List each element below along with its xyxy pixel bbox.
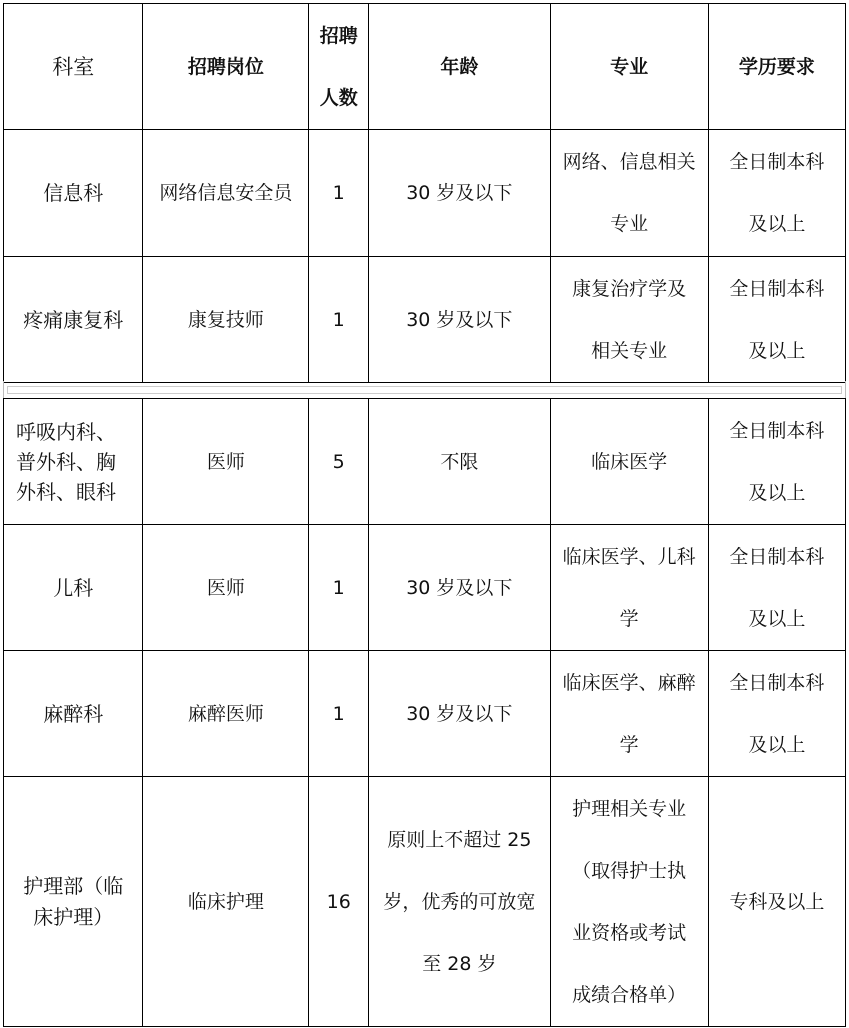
dept-cell: 信息科 (4, 130, 143, 257)
position-cell: 网络信息安全员 (143, 130, 309, 257)
header-education: 学历要求 (708, 4, 845, 130)
major-line: 专业 (610, 213, 649, 235)
header-count-line2: 人数 (319, 86, 358, 109)
table-row (4, 525, 846, 651)
major-line: 学 (619, 733, 639, 756)
major-line: 相关专业 (591, 339, 668, 362)
table-row (4, 257, 846, 383)
major-line: 网络、信息相关 (562, 151, 696, 173)
position-cell: 康复技师 (143, 257, 309, 383)
major-cell (550, 777, 708, 1027)
dept-cell: 儿科 (4, 525, 143, 651)
position-cell: 临床护理 (143, 777, 309, 1027)
education-cell (708, 525, 845, 651)
page-break-divider (7, 386, 842, 394)
age-cell: 30 岁及以下 (369, 525, 550, 651)
major-line: 康复治疗学及 (572, 277, 687, 300)
age-line: 岁，优秀的可放宽 (383, 890, 536, 913)
count-cell: 1 (309, 525, 369, 651)
count-cell: 1 (309, 651, 369, 777)
dept-line: 呼吸内科、 (16, 419, 116, 444)
major-cell (550, 257, 708, 383)
major-cell (550, 525, 708, 651)
count-cell: 5 (309, 399, 369, 525)
header-position: 招聘岗位 (143, 4, 309, 130)
major-line: 护理相关专业 (572, 797, 687, 820)
table-row (4, 777, 846, 1027)
count-cell: 16 (309, 777, 369, 1027)
education-cell (708, 651, 845, 777)
major-line: （取得护士执 (572, 859, 687, 882)
count-cell: 1 (309, 130, 369, 257)
position-cell: 医师 (143, 399, 309, 525)
dept-cell: 麻醉科 (4, 651, 143, 777)
major-cell (550, 651, 708, 777)
education-line: 全日制本科 (729, 671, 825, 694)
header-major: 专业 (550, 4, 708, 130)
education-line: 全日制本科 (729, 419, 825, 442)
recruitment-table-bottom (3, 398, 846, 1027)
position-cell: 医师 (143, 525, 309, 651)
dept-cell: 疼痛康复科 (4, 257, 143, 383)
dept-cell (4, 777, 143, 1027)
header-row (4, 4, 846, 130)
page-break-gap (3, 381, 846, 398)
major-line: 业资格或考试 (572, 921, 687, 944)
header-count-line1: 招聘 (319, 24, 358, 47)
age-cell: 30 岁及以下 (369, 651, 550, 777)
education-line: 全日制本科 (729, 277, 825, 300)
major-line: 成绩合格单） (572, 983, 687, 1006)
education-line: 及以上 (748, 213, 806, 235)
age-cell (369, 777, 550, 1027)
age-line: 原则上不超过 25 (387, 828, 532, 851)
table-row (4, 399, 846, 525)
age-line: 至 28 岁 (422, 952, 497, 975)
count-cell: 1 (309, 257, 369, 383)
major-line: 临床医学、儿科 (562, 545, 696, 568)
age-cell: 不限 (369, 399, 550, 525)
dept-line: 护理部（临 (23, 873, 124, 898)
education-cell: 专科及以上 (708, 777, 845, 1027)
dept-line: 外科、眼科 (16, 479, 116, 504)
major-cell (550, 130, 708, 257)
education-line: 及以上 (748, 481, 806, 504)
major-line: 临床医学、麻醉 (562, 671, 696, 694)
education-line: 及以上 (748, 607, 806, 630)
age-cell: 30 岁及以下 (369, 130, 550, 257)
table-row (4, 651, 846, 777)
education-cell (708, 399, 845, 525)
recruitment-table-top (3, 3, 846, 383)
header-age: 年龄 (369, 4, 550, 130)
position-cell: 麻醉医师 (143, 651, 309, 777)
header-count (309, 4, 369, 130)
table-row (4, 130, 846, 257)
dept-line: 普外科、胸 (16, 449, 116, 474)
education-line: 全日制本科 (729, 545, 825, 568)
education-line: 及以上 (748, 733, 806, 756)
header-dept: 科室 (4, 4, 143, 130)
education-cell (708, 257, 845, 383)
dept-cell (4, 399, 143, 525)
major-line: 学 (619, 607, 639, 630)
education-cell (708, 130, 845, 257)
major-cell: 临床医学 (550, 399, 708, 525)
education-line: 全日制本科 (729, 151, 825, 173)
education-line: 及以上 (748, 339, 806, 362)
dept-line: 床护理） (33, 904, 114, 929)
age-cell: 30 岁及以下 (369, 257, 550, 383)
